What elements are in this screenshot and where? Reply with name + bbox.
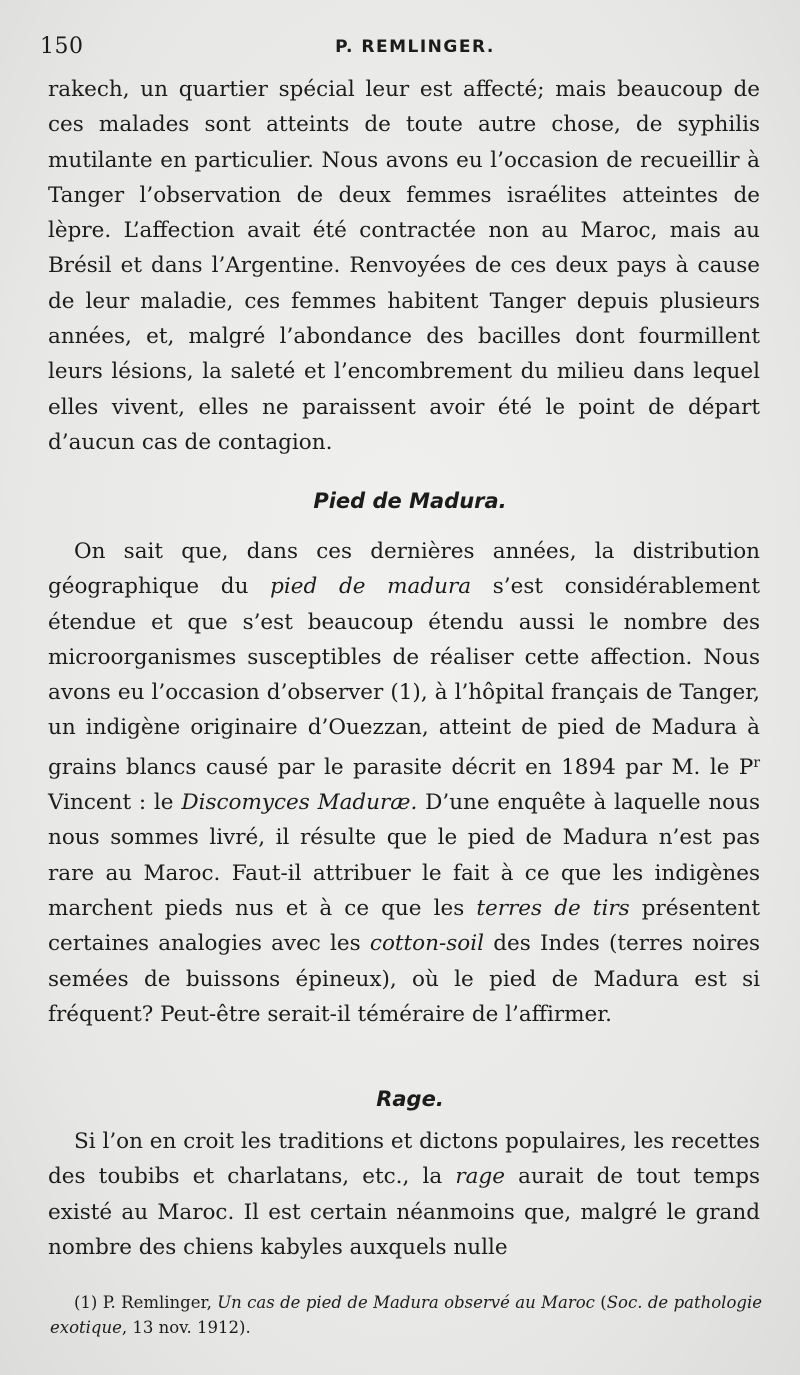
footnote-lead: (1) P. Remlinger, bbox=[74, 1293, 218, 1312]
text-run: aurait de tout temps existé au Maroc. Il est certain néanmoins que, malgré le grand nombre des chiens kabyles auxquels nulle bbox=[48, 1164, 761, 1260]
italic-term: pied de madura bbox=[270, 574, 472, 600]
text-run: Si l’on en croit les traditions et dictons populaires, les recettes des toubibs et charlatans, etc., la bbox=[48, 1129, 760, 1190]
italic-term: cotton-soil bbox=[369, 931, 484, 957]
text-run: des Indes (terres noires semées de buissons épineux), où le pied de Madura est si fréquent? Peut-être serait-il téméraire de l’affirmer. bbox=[48, 931, 760, 1027]
section-heading-rage: Rage. bbox=[376, 1087, 444, 1111]
footnote-mid: ( bbox=[594, 1293, 607, 1312]
text-run: s’est considérablement étendue et que s’est beaucoup étendu aussi le nombre des microorganismes susceptibles de réaliser cette affection. Nous avons eu l’occasion d’observer (1), à l’hôpital français de Tanger, un indigène originaire d’Ouezzan, atteint de pied de Madura à grains blancs causé par le parasite décrit en 1894 par M. le P bbox=[48, 574, 760, 780]
text-run: présentent certaines analogies avec les bbox=[48, 895, 760, 957]
italic-term: rage bbox=[455, 1164, 505, 1190]
footnote-tail: , 13 nov. 1912). bbox=[121, 1318, 251, 1337]
paragraph-leprosy: rakech, un quartier spécial leur est affecté; mais beaucoup de ces malades sont atteints de toute autre chose, de syphilis mutilante en particulier. Nous avons eu l’occasion de recueillir à Tanger l’observation de deux femmes israélites atteintes de lèpre. L’affection avait été contractée non au Maroc, mais au Brésil et dans l’Argentine. Renvoyées de ces deux pays à cause de leur maladie, ces femmes habitent Tanger depuis plusieurs années, et, malgré l’abondance des bacilles dont fourmillent leurs lésions, la saleté et l’encombrement du milieu dans lequel elles vivent, elles ne paraissent avoir été le point de départ d’aucun cas de contagion. bbox=[48, 77, 760, 455]
paragraph-madura bbox=[48, 534, 760, 1032]
superscript: r bbox=[753, 754, 760, 771]
footnote-journal: Soc. de pathologie exotique bbox=[50, 1293, 762, 1337]
text-run: On sait que, dans ces dernières années, la distribution géographique du bbox=[48, 539, 760, 600]
section-heading-madura: Pied de Madura. bbox=[313, 489, 507, 513]
italic-term: terres de tirs bbox=[476, 895, 630, 921]
text-run: Vincent : le bbox=[48, 790, 182, 816]
running-head bbox=[40, 34, 760, 62]
footnote-title: Un cas de pied de Madura observé au Maroc bbox=[217, 1293, 595, 1312]
paragraph-rage bbox=[48, 1124, 760, 1265]
text-run: D’une enquête à laquelle nous nous sommes livré, il résulte que le pied de Madura n’est pas rare au Maroc. Faut-il attribuer le fait à ce que les indigènes marchent pieds nus et à ce que les bbox=[48, 790, 761, 921]
page-number: 150 bbox=[40, 34, 84, 59]
running-head-author: P. REMLINGER. bbox=[335, 37, 495, 57]
footnote bbox=[50, 1290, 762, 1340]
italic-term: Discomyces Maduræ. bbox=[181, 790, 418, 816]
